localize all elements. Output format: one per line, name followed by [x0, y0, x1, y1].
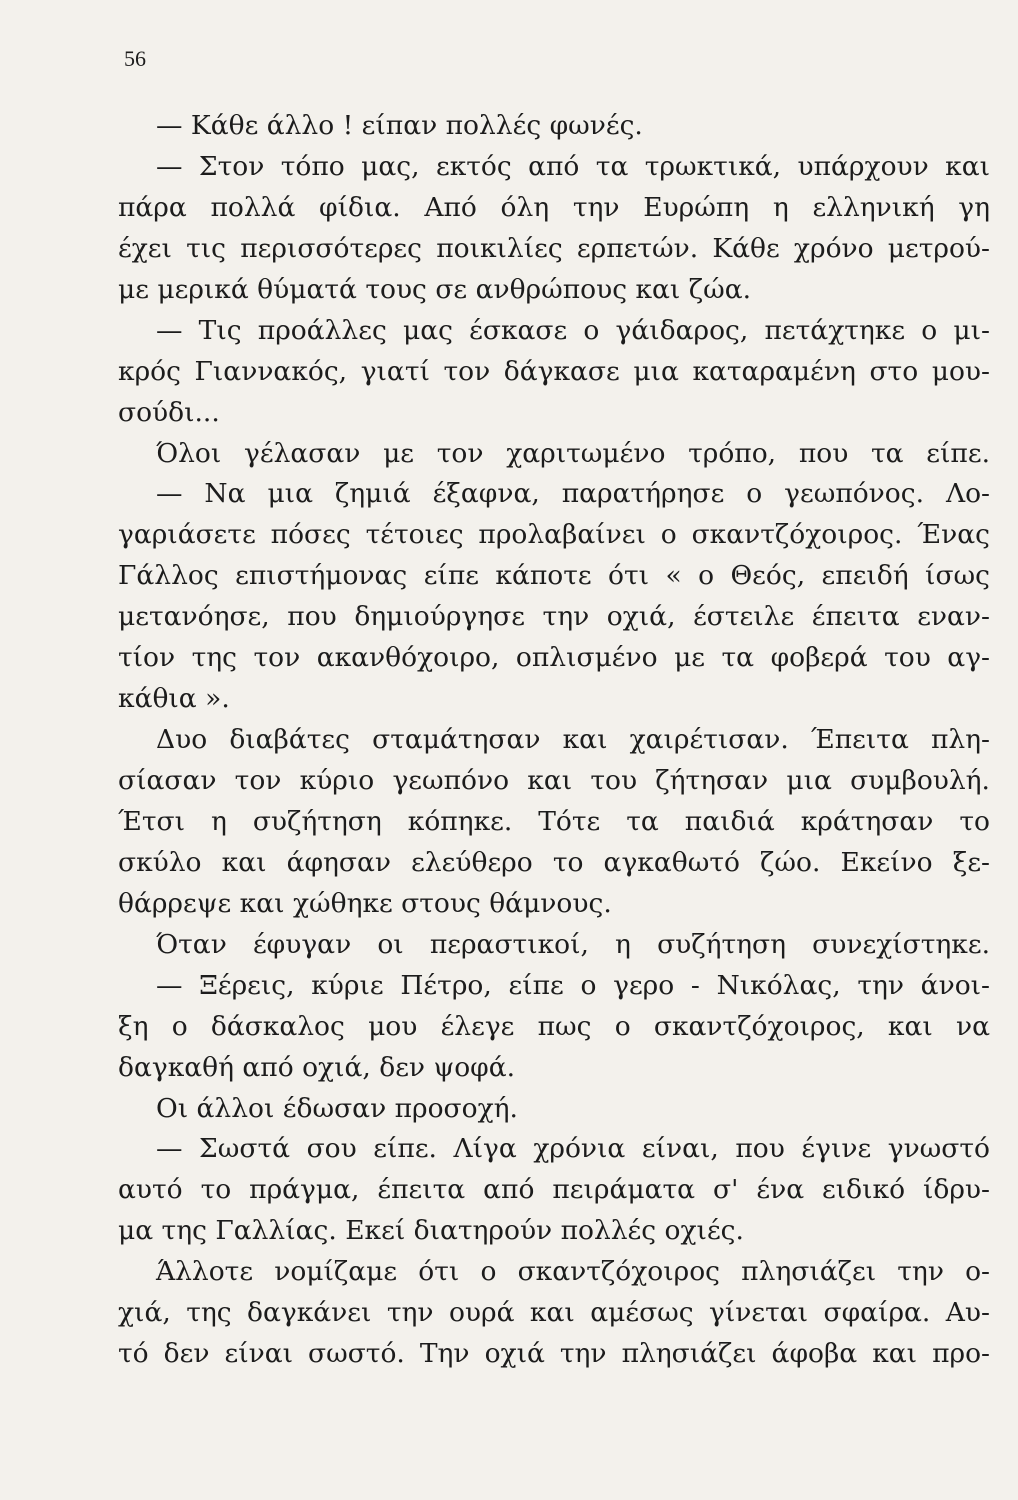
text-line: μα της Γαλλίας. Εκεί διατηρούν πολλές οχιές.: [118, 1215, 744, 1247]
text-line: μετανόησε, που δημιούργησε την οχιά, έστειλε έπειτα εναν-: [118, 601, 990, 633]
text-line: αυτό το πράγμα, έπειτα από πειράματα σ' ένα ειδικό ίδρυ-: [118, 1174, 990, 1206]
text-line: — Τις προάλλες μας έσκασε ο γάιδαρος, πετάχτηκε ο μι-: [156, 314, 990, 346]
text-line: τό δεν είναι σωστό. Την οχιά την πλησιάζει άφοβα και προ-: [118, 1338, 990, 1370]
text-line: δαγκαθή από οχιά, δεν ψοφά.: [118, 1051, 516, 1083]
text-line: θάρρεψε και χώθηκε στους θάμνους.: [118, 887, 612, 919]
text-line: Δυο διαβάτες σταμάτησαν και χαιρέτισαν. Έπειτα πλη-: [156, 724, 990, 756]
text-line: κάθια ».: [118, 683, 230, 715]
text-line: — Στον τόπο μας, εκτός από τα τρωκτικά, υπάρχουν και: [156, 150, 990, 182]
text-line: σίασαν τον κύριο γεωπόνο και του ζήτησαν μια συμβουλή.: [118, 765, 990, 796]
text-line: Γάλλος επιστήμονας είπε κάποτε ότι « ο Θεός, επειδή ίσως: [118, 560, 990, 592]
page-number: 56: [124, 46, 146, 71]
text-line: τίον της τον ακανθόχοιρο, οπλισμένο με τα φοβερά του αγ-: [118, 642, 990, 674]
body-text: [118, 106, 990, 1375]
text-line: Όλοι γέλασαν με τον χαριτωμένο τρόπο, που τα είπε.: [156, 437, 990, 469]
text-line: Όταν έφυγαν οι περαστικοί, η συζήτηση συνεχίστηκε.: [156, 928, 990, 960]
text-line: Άλλοτε νομίζαμε ότι ο σκαντζόχοιρος πλησιάζει την ο-: [156, 1256, 990, 1288]
text-line: κρός Γιαννακός, γιατί τον δάγκασε μια καταραμένη στο μου-: [118, 355, 990, 387]
text-line: έχει τις περισσότερες ποικιλίες ερπετών. Κάθε χρόνο μετρού-: [118, 232, 990, 264]
text-line: με μερικά θύματά τους σε ανθρώπους και ζώα.: [118, 273, 752, 305]
text-line: ξη ο δάσκαλος μου έλεγε πως ο σκαντζόχοιρος, και να: [118, 1010, 990, 1042]
text-line: — Σωστά σου είπε. Λίγα χρόνια είναι, που έγινε γνωστό: [156, 1133, 990, 1165]
text-line: πάρα πολλά φίδια. Από όλη την Ευρώπη η ελληνική γη: [118, 191, 990, 223]
text-line: γαριάσετε πόσες τέτοιες προλαβαίνει ο σκαντζόχοιρος. Ένας: [118, 519, 990, 551]
text-line: — Ξέρεις, κύριε Πέτρο, είπε ο γερο - Νικόλας, την άνοι-: [156, 969, 990, 1001]
text-line: — Να μια ζημιά έξαφνα, παρατήρησε ο γεωπόνος. Λο-: [156, 478, 990, 510]
text-line: σκύλο και άφησαν ελεύθερο το αγκαθωτό ζώο. Εκείνο ξε-: [118, 846, 990, 878]
text-line: Οι άλλοι έδωσαν προσοχή.: [156, 1092, 518, 1124]
text-line: Έτσι η συζήτηση κόπηκε. Τότε τα παιδιά κράτησαν το: [118, 805, 990, 837]
text-line: χιά, της δαγκάνει την ουρά και αμέσως γίνεται σφαίρα. Αυ-: [118, 1297, 990, 1329]
text-line: σούδι...: [118, 396, 220, 428]
text-line: — Κάθε άλλο ! είπαν πολλές φωνές.: [156, 110, 643, 141]
